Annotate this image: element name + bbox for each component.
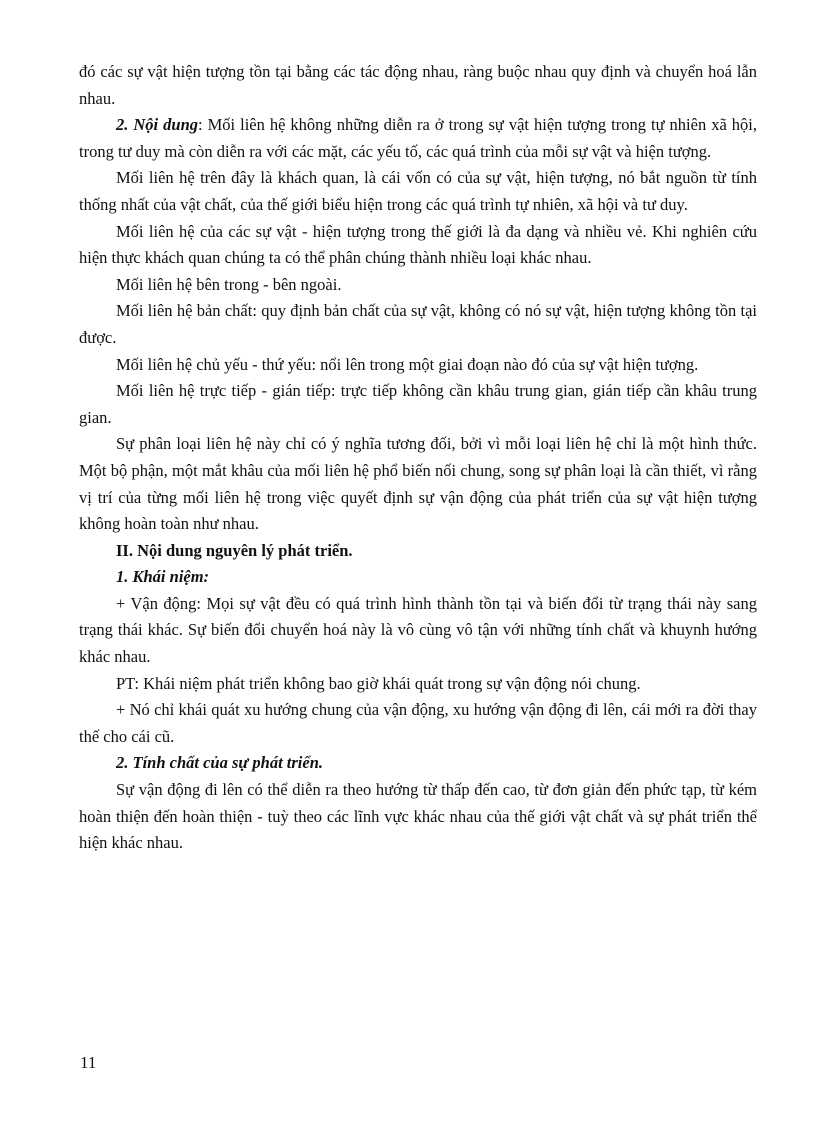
paragraph: Sự vận động đi lên có thể diễn ra theo hướng từ thấp đến cao, từ đơn giản đến phức tạp, từ kém hoàn thiện đến hoàn thiện - tuỳ theo các lĩnh vực khác nhau của thế giới vật chất và sự phát triển thể hiện khác nhau. (79, 780, 757, 853)
page-body (79, 59, 757, 857)
subsection-heading: 1. Khái niệm: (116, 567, 210, 587)
paragraph: Mối liên hệ trên đây là khách quan, là cái vốn có của sự vật, hiện tượng, nó bắt nguồn từ tính thống nhất của vật chất, của thế giới biểu hiện trong các quá trình tự nhiên, xã hội và tư duy. (79, 168, 757, 214)
paragraph: + Nó chỉ khái quát xu hướng chung của vận động, xu hướng vận động đi lên, cái mới ra đời thay thế cho cái cũ. (79, 700, 757, 746)
paragraph: Mối liên hệ bên trong - bên ngoài. (116, 274, 342, 294)
paragraph: Mối liên hệ chủ yếu - thứ yếu: nổi lên trong một giai đoạn nào đó của sự vật hiện tượng. (116, 354, 699, 374)
section-label-noi-dung: 2. Nội dung (116, 115, 198, 135)
paragraph: PT: Khái niệm phát triển không bao giờ khái quát trong sự vận động nói chung. (116, 673, 641, 693)
paragraph-continuation: đó các sự vật hiện tượng tồn tại bằng các tác động nhau, ràng buộc nhau quy định và chuyển hoá lẫn nhau. (79, 62, 757, 108)
subsection-heading: 2. Tính chất của sự phát triển. (116, 753, 324, 773)
page-number: 11 (80, 1053, 97, 1072)
paragraph: + Vận động: Mọi sự vật đều có quá trình hình thành tồn tại và biến đổi từ trạng thái này sang trạng thái khác. Sự biến đổi chuyển hoá này là vô cùng vô tận với những tính chất và khuynh hướng khác nhau. (79, 593, 757, 667)
paragraph-noi-dung (79, 112, 757, 165)
paragraph-text: : Mối liên hệ không những diễn ra ở trong sự vật hiện tượng trong tự nhiên xã hội, trong tư duy mà còn diễn ra với các mặt, các yếu tố, các quá trình của mỗi sự vật và hiện tượng. (79, 115, 757, 161)
paragraph: Mối liên hệ của các sự vật - hiện tượng trong thế giới là đa dạng và nhiều vẻ. Khi nghiên cứu hiện thực khách quan chúng ta có thể phân chúng thành nhiều loại khác nhau. (79, 221, 757, 268)
section-heading: II. Nội dung nguyên lý phát triển. (116, 540, 353, 560)
paragraph: Mối liên hệ trực tiếp - gián tiếp: trực tiếp không cần khâu trung gian, gián tiếp cần khâu trung gian. (79, 381, 757, 427)
paragraph: Sự phân loại liên hệ này chỉ có ý nghĩa tương đối, bởi vì mỗi loại liên hệ chỉ là một hình thức. Một bộ phận, một mắt khâu của mối liên hệ phổ biến nối chung, song sự phân loại là cần thiết, vì rằng vị trí của từng mối liên hệ trong việc quyết định sự vận động của phát triển của sự vật hiện tượng không hoàn toàn như nhau. (79, 434, 757, 534)
paragraph: Mối liên hệ bản chất: quy định bản chất của sự vật, không có nó sự vật, hiện tượng không tồn tại được. (79, 301, 757, 347)
